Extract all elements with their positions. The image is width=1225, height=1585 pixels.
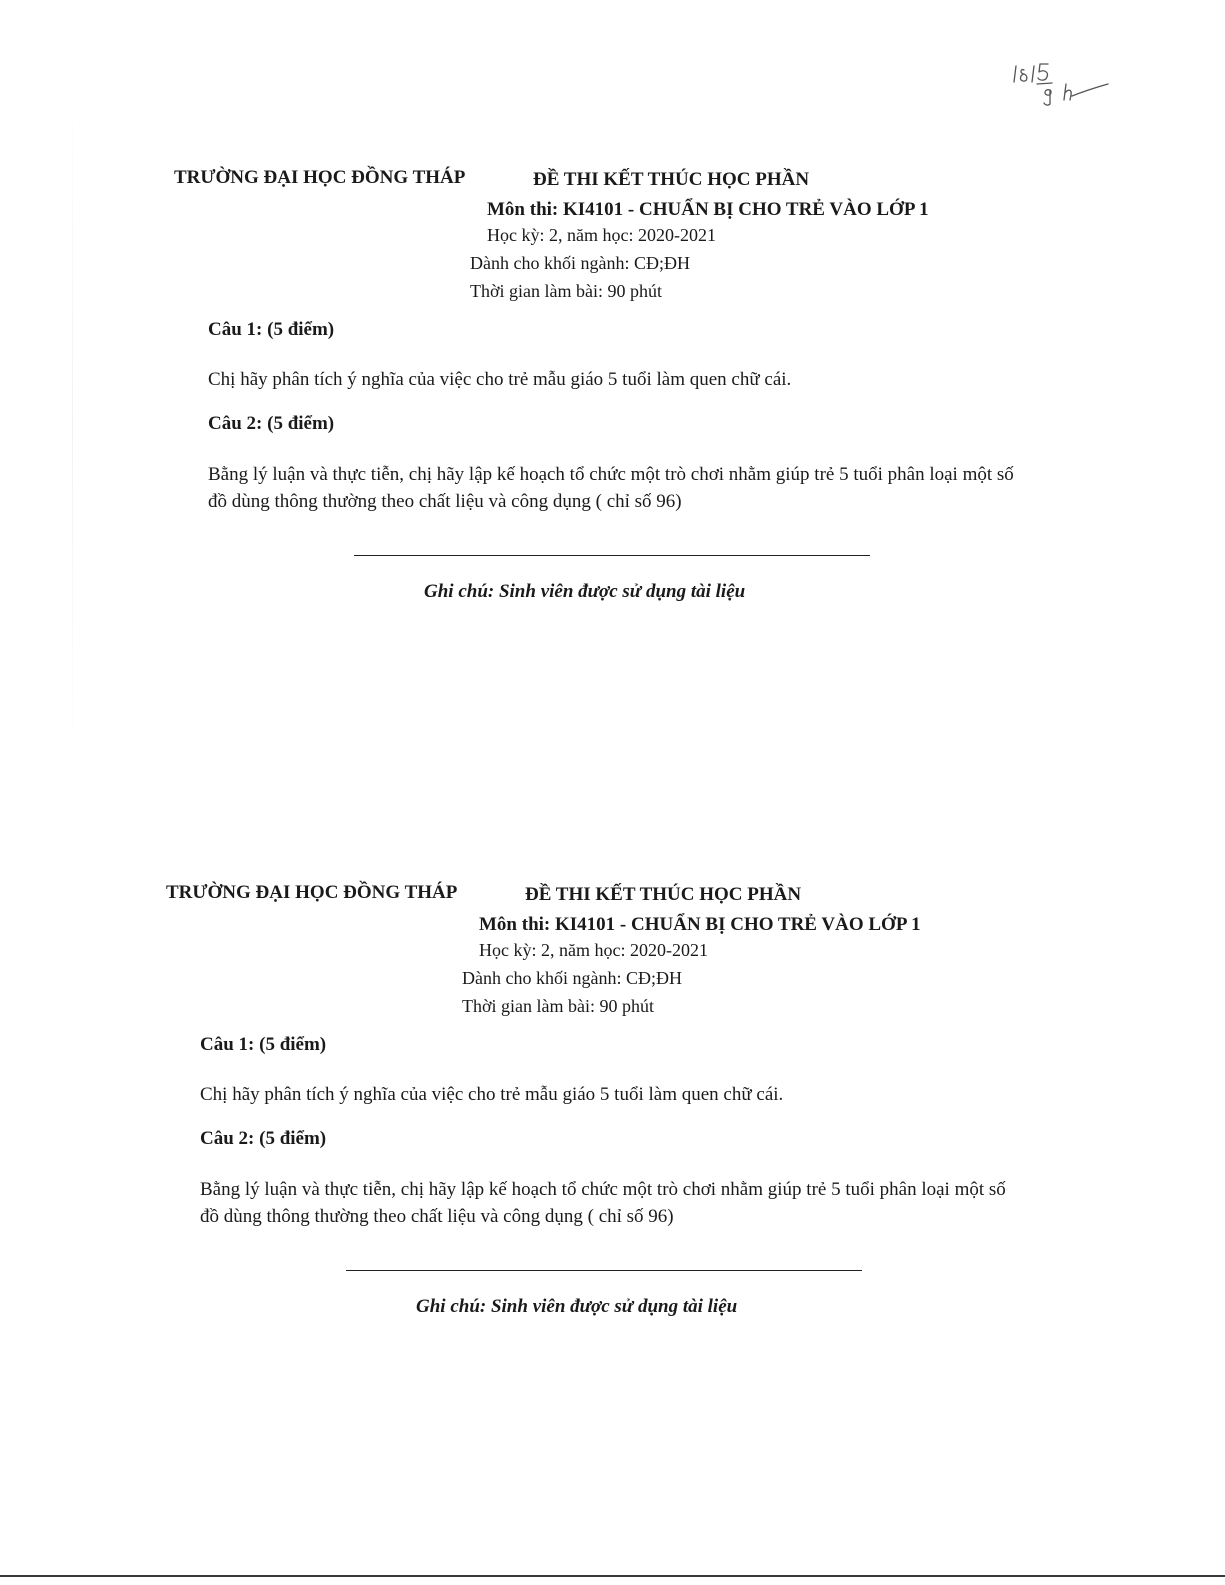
scan-shadow-edge — [72, 80, 73, 770]
exam-note: Ghi chú: Sinh viên được sử dụng tài liệu — [424, 581, 746, 602]
semester-info: Học kỳ: 2, năm học: 2020-2021 — [479, 940, 708, 960]
subject-line — [487, 199, 929, 221]
duration-info: Thời gian làm bài: 90 phút — [470, 281, 662, 301]
subject-label: Môn thi: — [479, 914, 551, 935]
question-1-text: Chị hãy phân tích ý nghĩa của việc cho trẻ mẫu giáo 5 tuổi làm quen chữ cái. — [200, 1084, 784, 1105]
subject-label: Môn thi: — [487, 199, 559, 220]
exam-title: ĐỀ THI KẾT THÚC HỌC PHẦN — [533, 169, 810, 190]
exam-copy-1 — [174, 167, 1174, 602]
handwritten-annotation-drawing — [1010, 58, 1120, 108]
scan-bottom-edge — [0, 1575, 1225, 1577]
school-name: TRƯỜNG ĐẠI HỌC ĐỒNG THÁP — [174, 167, 466, 188]
handwritten-annotation — [1010, 58, 1120, 108]
subject-line — [479, 914, 921, 936]
exam-copy-2 — [166, 882, 1166, 1317]
question-1-heading: Câu 1: (5 điểm) — [208, 319, 335, 340]
semester-info: Học kỳ: 2, năm học: 2020-2021 — [487, 225, 716, 245]
audience-info: Dành cho khối ngành: CĐ;ĐH — [462, 968, 682, 988]
audience-info: Dành cho khối ngành: CĐ;ĐH — [470, 253, 690, 273]
exam-header — [174, 167, 1174, 195]
school-name: TRƯỜNG ĐẠI HỌC ĐỒNG THÁP — [166, 882, 458, 903]
question-1-heading: Câu 1: (5 điểm) — [200, 1034, 327, 1055]
question-1-text: Chị hãy phân tích ý nghĩa của việc cho trẻ mẫu giáo 5 tuổi làm quen chữ cái. — [208, 369, 792, 390]
question-2-heading: Câu 2: (5 điểm) — [200, 1128, 327, 1149]
subject-value: KI4101 - CHUẨN BỊ CHO TRẺ VÀO LỚP 1 — [563, 199, 929, 220]
divider-line — [354, 555, 870, 556]
exam-title: ĐỀ THI KẾT THÚC HỌC PHẦN — [525, 884, 802, 905]
duration-info: Thời gian làm bài: 90 phút — [462, 996, 654, 1016]
question-2-text: Bằng lý luận và thực tiễn, chị hãy lập kế hoạch tổ chức một trò chơi nhằm giúp trẻ 5 tuổi phân loại một số đồ dùng thông thường theo chất liệu và công dụng ( chỉ số 96) — [208, 464, 1014, 512]
exam-note: Ghi chú: Sinh viên được sử dụng tài liệu — [416, 1296, 738, 1317]
question-2-heading: Câu 2: (5 điểm) — [208, 413, 335, 434]
question-2-text: Bằng lý luận và thực tiễn, chị hãy lập kế hoạch tổ chức một trò chơi nhằm giúp trẻ 5 tuổi phân loại một số đồ dùng thông thường theo chất liệu và công dụng ( chỉ số 96) — [200, 1179, 1006, 1227]
exam-header — [166, 882, 1166, 910]
divider-line — [346, 1270, 862, 1271]
subject-value: KI4101 - CHUẨN BỊ CHO TRẺ VÀO LỚP 1 — [555, 914, 921, 935]
